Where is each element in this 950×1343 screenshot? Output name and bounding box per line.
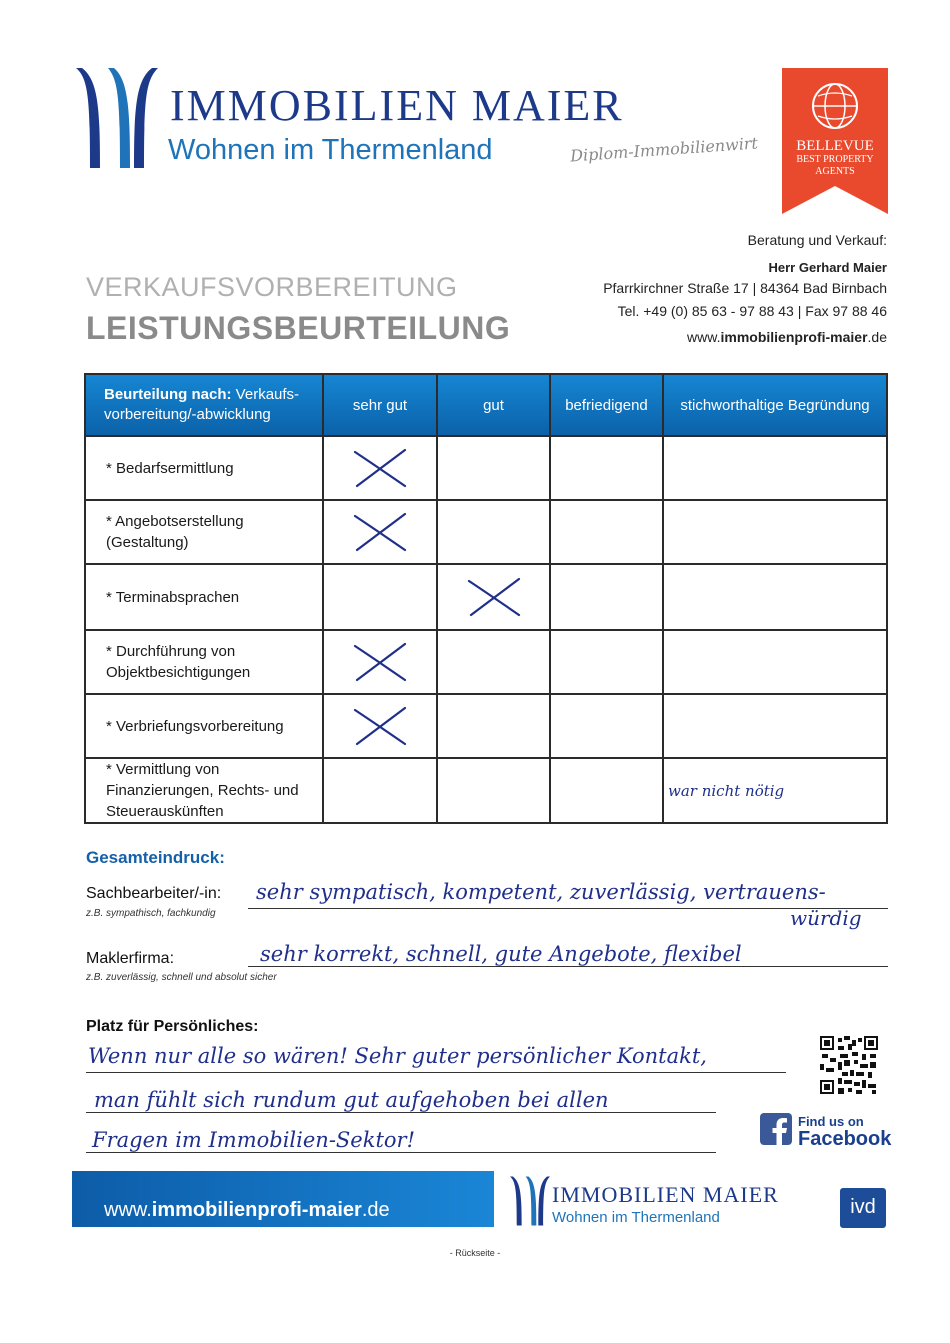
footer-web-suffix: .de xyxy=(361,1199,390,1221)
reason-cell[interactable]: war nicht nötig xyxy=(663,758,887,823)
footer-web-prefix: www. xyxy=(104,1199,152,1221)
facebook-line-2[interactable]: Facebook xyxy=(798,1128,892,1150)
row-label: * Angebotserstellung (Gestaltung) xyxy=(85,500,323,564)
table-row xyxy=(85,758,887,823)
contact-address: Pfarrkirchner Straße 17 | 84364 Bad Birnbach xyxy=(603,280,887,296)
rating-cell-sehr-gut[interactable] xyxy=(323,694,437,758)
form-title: LEISTUNGSBEURTEILUNG xyxy=(86,310,511,346)
row-label: * Terminabsprachen xyxy=(85,564,323,630)
rating-cell-sehr-gut[interactable] xyxy=(323,630,437,694)
rating-cell-befriedigend[interactable] xyxy=(550,564,663,630)
personal-rule-1 xyxy=(86,1072,786,1073)
rating-cell-sehr-gut[interactable] xyxy=(323,758,437,823)
rating-cell-befriedigend[interactable] xyxy=(550,630,663,694)
rating-cell-befriedigend[interactable] xyxy=(550,758,663,823)
form-subtitle: VERKAUFSVORBEREITUNG xyxy=(86,272,458,302)
rating-cell-befriedigend[interactable] xyxy=(550,500,663,564)
check-x-mark-icon xyxy=(349,446,411,490)
footer-brand: IMMOBILIEN MAIER xyxy=(552,1182,779,1207)
rating-cell-sehr-gut[interactable] xyxy=(323,436,437,500)
row-label: * Bedarfsermittlung xyxy=(85,436,323,500)
logo-icon xyxy=(72,68,162,168)
reason-cell[interactable] xyxy=(663,694,887,758)
web-domain: immobilienprofi-maier xyxy=(720,329,868,345)
ivd-logo: ivd xyxy=(840,1188,886,1228)
agent-text-2: würdig xyxy=(790,906,862,930)
personal-label: Platz für Persönliches: xyxy=(86,1018,259,1035)
rating-cell-gut[interactable] xyxy=(437,694,550,758)
header-criteria-bold: Beurteilung nach: xyxy=(104,386,232,403)
contact-label: Beratung und Verkauf: xyxy=(747,232,887,248)
footer-website[interactable] xyxy=(104,1199,390,1222)
firm-label: Maklerfirma: xyxy=(86,950,175,967)
header-begruendung: stichworthaltige Begründung xyxy=(663,374,887,436)
rating-cell-gut[interactable] xyxy=(437,564,550,630)
row-label: * Durchführung von Objektbesichtigungen xyxy=(85,630,323,694)
header-befriedigend: befriedigend xyxy=(550,374,663,436)
evaluation-table xyxy=(84,373,888,824)
rating-cell-gut[interactable] xyxy=(437,758,550,823)
personal-line-1[interactable]: Wenn nur alle so wären! Sehr guter persönlicher Kontakt, xyxy=(88,1044,707,1068)
overall-heading: Gesamteindruck: xyxy=(86,848,225,867)
header-sehr-gut: sehr gut xyxy=(323,374,437,436)
contact-website[interactable] xyxy=(687,329,887,345)
row-label: * Verbriefungsvorbereitung xyxy=(85,694,323,758)
agent-label: Sachbearbeiter/-in: xyxy=(86,885,222,902)
footer-web-domain: immobilienprofi-maier xyxy=(151,1199,362,1221)
footer-logo-icon xyxy=(508,1176,552,1226)
facebook-icon[interactable] xyxy=(760,1113,792,1145)
personal-line-3[interactable]: Fragen im Immobilien-Sektor! xyxy=(92,1128,416,1152)
personal-rule-2 xyxy=(86,1112,716,1113)
table-row xyxy=(85,436,887,500)
agent-hint: z.B. sympathisch, fachkundig xyxy=(86,908,216,919)
rating-cell-gut[interactable] xyxy=(437,500,550,564)
firm-text[interactable]: sehr korrekt, schnell, gute Angebote, flexibel xyxy=(260,942,742,966)
personal-line-2[interactable]: man fühlt sich rundum gut aufgehoben bei allen xyxy=(94,1088,609,1112)
rating-cell-befriedigend[interactable] xyxy=(550,694,663,758)
footer-tagline: Wohnen im Thermenland xyxy=(552,1209,720,1226)
row-label: * Vermittlung von Finanzierungen, Rechts- und Steuerauskünften xyxy=(85,758,323,823)
qualification-note: Diplom-Immobilienwirt xyxy=(569,133,759,166)
contact-phone: Tel. +49 (0) 85 63 - 97 88 43 | Fax 97 88 46 xyxy=(617,303,887,319)
web-suffix: .de xyxy=(867,329,887,345)
rating-cell-sehr-gut[interactable] xyxy=(323,564,437,630)
reason-cell[interactable] xyxy=(663,436,887,500)
agent-text-1[interactable]: sehr sympatisch, kompetent, zuverlässig, vertrauens- xyxy=(256,880,826,904)
header-criteria xyxy=(85,374,323,436)
firm-line xyxy=(248,966,888,967)
badge-line-2: BEST PROPERTY xyxy=(796,154,874,165)
reason-cell[interactable] xyxy=(663,500,887,564)
header-gut: gut xyxy=(437,374,550,436)
header-criteria-rest: Verkaufs-vorbereitung/-abwicklung xyxy=(104,386,300,423)
table-row xyxy=(85,630,887,694)
firm-hint: z.B. zuverlässig, schnell und absolut sicher xyxy=(86,972,277,983)
table-row xyxy=(85,694,887,758)
badge-text xyxy=(782,138,888,178)
badge-line-3: AGENTS xyxy=(815,166,855,177)
rating-cell-gut[interactable] xyxy=(437,436,550,500)
table-header-row xyxy=(85,374,887,436)
table-row xyxy=(85,564,887,630)
contact-name: Herr Gerhard Maier xyxy=(768,260,887,275)
personal-rule-3 xyxy=(86,1152,716,1153)
brand-tagline: Wohnen im Thermenland xyxy=(168,134,493,166)
reason-cell[interactable] xyxy=(663,564,887,630)
rating-cell-befriedigend[interactable] xyxy=(550,436,663,500)
brand-name: IMMOBILIEN MAIER xyxy=(170,81,624,130)
table-row xyxy=(85,500,887,564)
rating-cell-gut[interactable] xyxy=(437,630,550,694)
check-x-mark-icon xyxy=(463,575,525,619)
badge-line-1: BELLEVUE xyxy=(796,138,874,154)
qr-code-icon[interactable] xyxy=(820,1036,878,1094)
check-x-mark-icon xyxy=(349,640,411,684)
rating-cell-sehr-gut[interactable] xyxy=(323,500,437,564)
facebook-line-1: Find us on xyxy=(798,1114,864,1129)
check-x-mark-icon xyxy=(349,704,411,748)
check-x-mark-icon xyxy=(349,510,411,554)
reason-cell[interactable] xyxy=(663,630,887,694)
page-note: - Rückseite - xyxy=(449,1248,501,1258)
web-prefix: www. xyxy=(687,329,721,345)
